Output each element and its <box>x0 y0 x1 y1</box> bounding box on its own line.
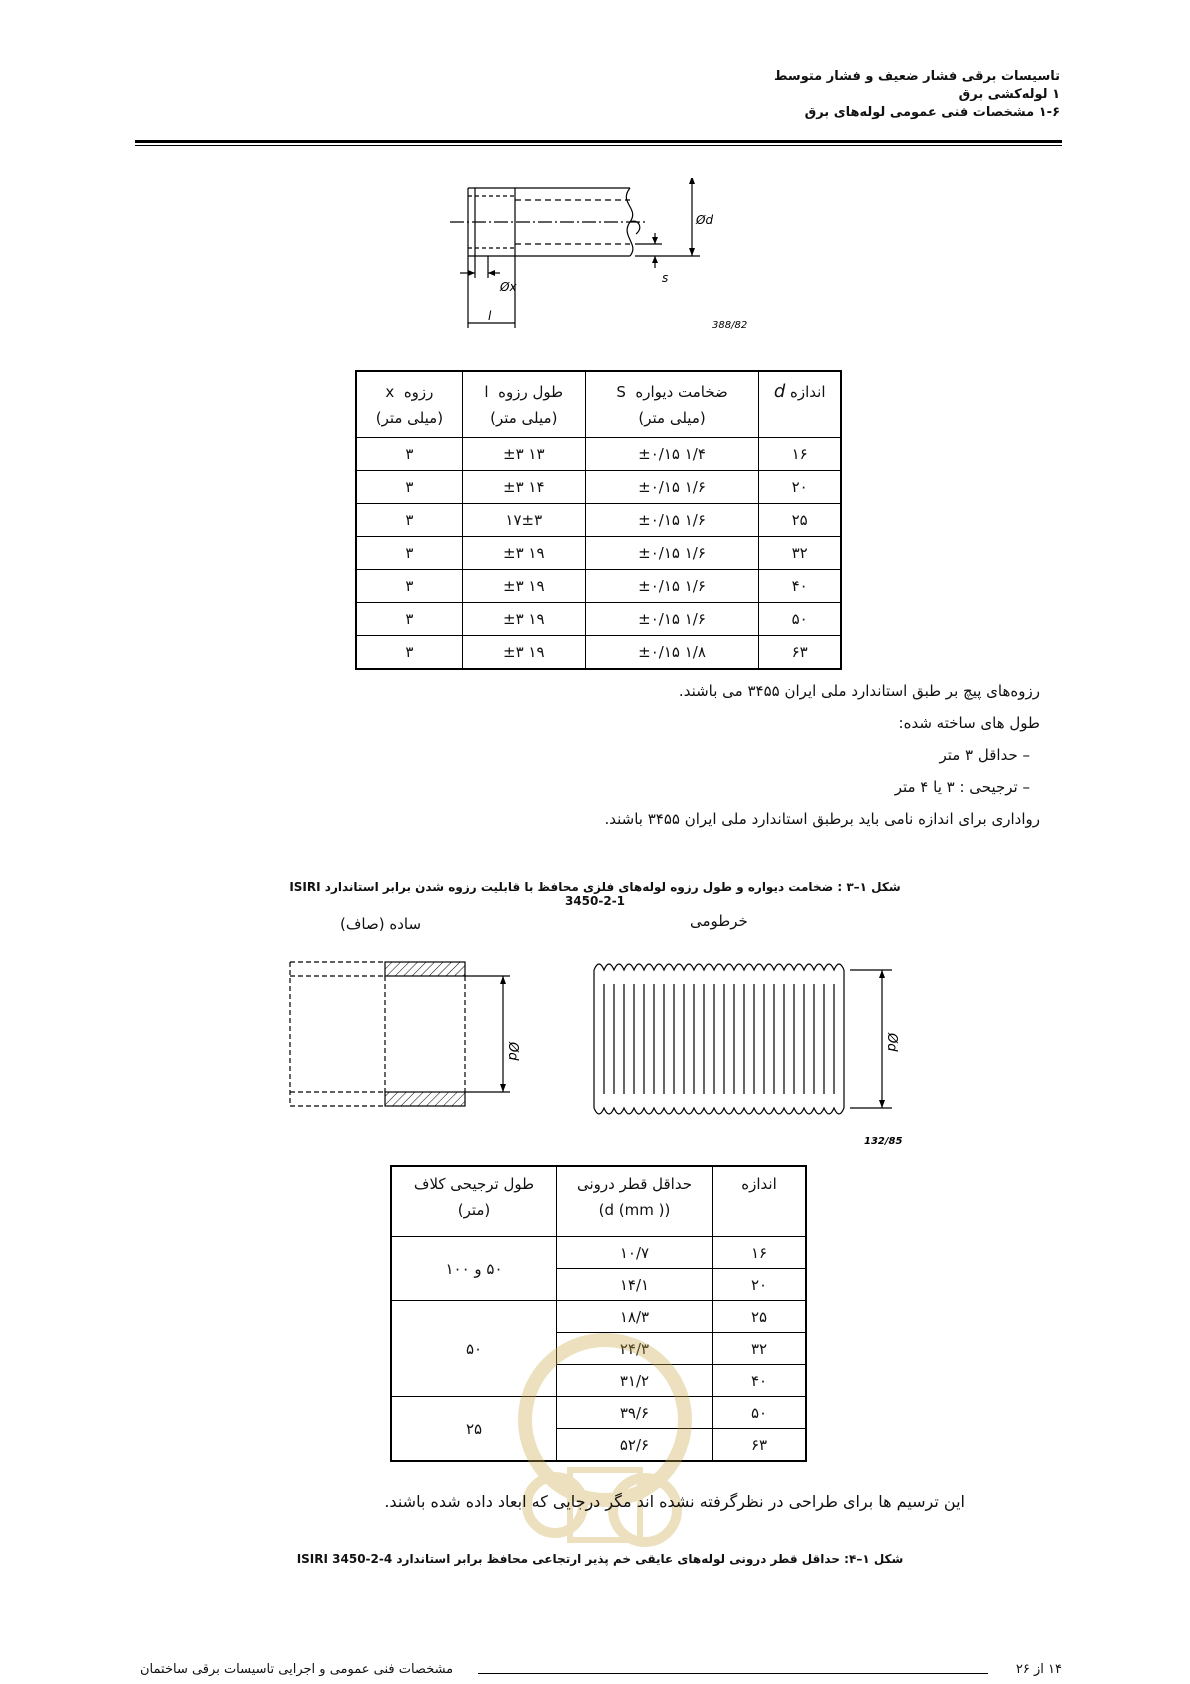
watermark-stamp <box>495 1320 715 1570</box>
page-header <box>560 68 1060 122</box>
thread-note: رزوه‌های پیچ بر طبق استاندارد ملی ایران ۳۴۵۵ می باشند. <box>678 682 1040 700</box>
table-row: ۳۲ ۱/۶ ±۰/۱۵ ۱۹ ±۳ ۳ <box>356 537 841 570</box>
plain-pipe-label: ساده (صاف) <box>340 915 422 933</box>
header-thread: رزوه x (میلی متر) <box>356 371 462 438</box>
page-number: ۱۴ از ۲۶ <box>1015 1662 1062 1677</box>
figure2-ref: 132/85 <box>864 1136 903 1147</box>
corrugated-pipe-label: خرطومی <box>690 912 748 930</box>
header-coil-length: طول ترجیحی کلاف (متر) <box>391 1166 557 1237</box>
header-thread-length: طول رزوه l (میلی متر) <box>462 371 585 438</box>
header-size: اندازه <box>713 1166 807 1237</box>
table-row: ۴۰ ۱/۶ ±۰/۱۵ ۱۹ ±۳ ۳ <box>356 570 841 603</box>
header-wall: ضخامت دیواره S (میلی متر) <box>585 371 759 438</box>
footer-rule <box>478 1673 988 1674</box>
preferred-length-item: – ترجیحی : ۳ یا ۴ متر <box>894 778 1030 796</box>
table-header-row <box>391 1166 806 1237</box>
table-row: ۱۶ ۱/۴ ±۰/۱۵ ۱۳ ±۳ ۳ <box>356 438 841 471</box>
figure-ref: 388/82 <box>712 320 748 331</box>
header-diameter: حداقل قطر درونی (d (mm )) <box>557 1166 713 1237</box>
table-header-row <box>356 371 841 438</box>
header-line-2: ۱ لوله‌کشی برق <box>958 87 1060 102</box>
table-row: ۲۵ ۱/۶ ±۰/۱۵ ۱۷±۳ ۳ <box>356 504 841 537</box>
corrugated-diameter-label: Ød <box>884 1033 899 1052</box>
header-line-3: ۱-۶ مشخصات فنی عمومی لوله‌های برق <box>804 105 1060 120</box>
footer-title: مشخصات فنی عمومی و اجرایی تاسیسات برقی ساختمان <box>140 1662 454 1677</box>
figure-caption-2: شکل ۱–۴: حداقل قطر درونی لوله‌های عایقی خم پذیر ارتجاعی محافظ برابر استاندارد ISIRI 3450-2-4 <box>296 1552 904 1566</box>
wall-thickness-table <box>355 370 842 670</box>
drawing-note: این ترسیم ها برای طراحی در نظرگرفته نشده اند مگر درجایی که ابعاد داده شده باشند. <box>384 1492 965 1511</box>
table-row: ۲۵ ۱۸/۳ ۵۰ <box>391 1301 806 1333</box>
table-row: ۵۰ ۳۹/۶ ۲۵ <box>391 1397 806 1429</box>
plain-pipe-figure <box>285 950 535 1110</box>
header-line-1: تاسیسات برقی فشار ضعیف و فشار متوسط <box>773 69 1060 84</box>
table-row: ۲۰ ۱/۶ ±۰/۱۵ ۱۴ ±۳ ۳ <box>356 471 841 504</box>
thread-label: Øx <box>500 280 517 294</box>
table-row: ۱۶ ۱۰/۷ ۵۰ و ۱۰۰ <box>391 1237 806 1269</box>
table-row: ۴۰ ۳۱/۲ <box>391 1365 806 1397</box>
table-row: ۳۲ ۲۴/۳ <box>391 1333 806 1365</box>
tolerance-note: رواداری برای اندازه نامی باید برطبق استاندارد ملی ایران ۳۴۵۵ باشند. <box>604 810 1040 828</box>
threaded-pipe-figure <box>440 178 750 338</box>
header-rule <box>135 140 1062 143</box>
header-rule-thin <box>135 145 1062 146</box>
corrugated-pipe-figure <box>582 948 907 1148</box>
header-size: اندازه d <box>759 371 841 438</box>
wall-label: s <box>662 271 669 285</box>
plain-diameter-label: Ød <box>505 1042 520 1061</box>
min-length-item: – حداقل ۳ متر <box>939 746 1030 764</box>
diameter-label: Ød <box>696 213 714 227</box>
table-row: ۲۰ ۱۴/۱ <box>391 1269 806 1301</box>
table-row: ۶۳ ۱/۸ ±۰/۱۵ ۱۹ ±۳ ۳ <box>356 636 841 670</box>
table-row: ۵۰ ۱/۶ ±۰/۱۵ ۱۹ ±۳ ۳ <box>356 603 841 636</box>
length-label: l <box>488 309 492 323</box>
table-row: ۶۳ ۵۲/۶ <box>391 1429 806 1462</box>
figure-caption-1: شکل ۱–۳ : ضخامت دیواره و طول رزوه لوله‌های فلزی محافظ با قابلیت رزوه شدن برابر استاندارد ISIRI 3450-2-1 <box>289 880 901 908</box>
lengths-title: طول های ساخته شده: <box>898 714 1040 732</box>
